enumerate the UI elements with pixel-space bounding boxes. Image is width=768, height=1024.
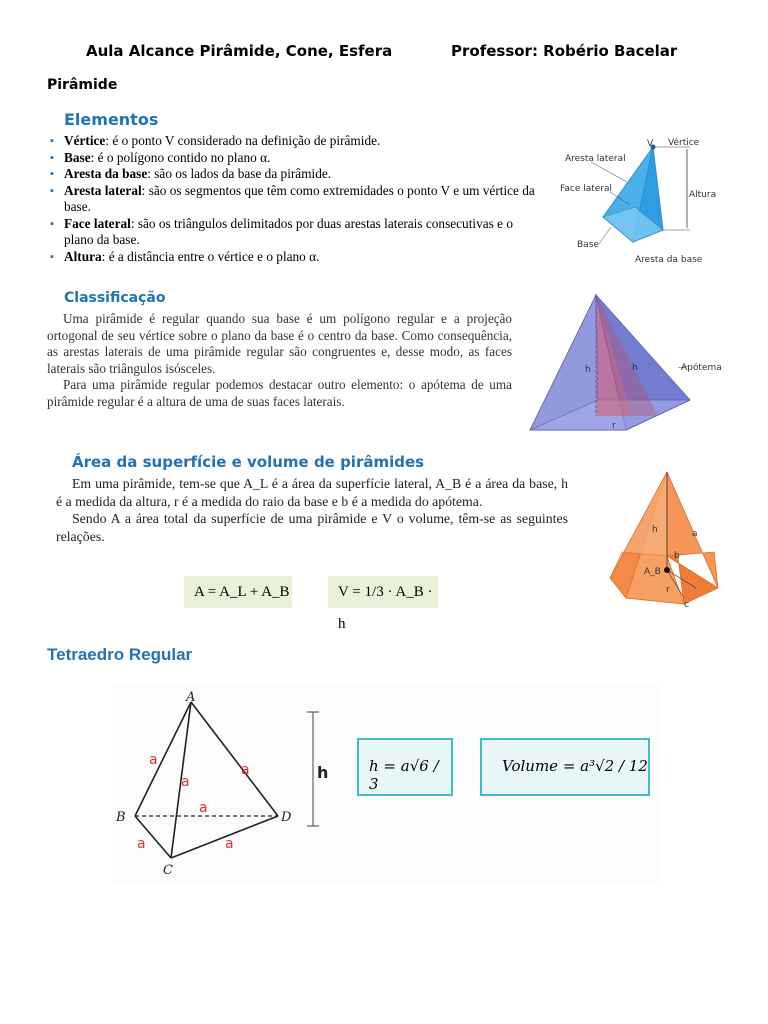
label-h: h — [585, 365, 591, 375]
area-heading: Área da superfície e volume de pirâmides — [72, 453, 425, 471]
label-aresta-base: Aresta da base — [635, 255, 703, 265]
elementos-heading: Elementos — [64, 110, 159, 129]
list-item: ▪ Aresta da base: são os lados da base da pirâmide. — [50, 166, 542, 183]
page-header — [0, 42, 768, 64]
edge-label: a — [225, 836, 234, 852]
pyramid-elements-figure — [555, 135, 725, 265]
label-r: r — [612, 421, 616, 431]
vertex-b: B — [116, 810, 126, 825]
list-item: ▪ Altura: é a distância entre o vértice e o plano α. — [50, 249, 542, 266]
tetraedro-heading: Tetraedro Regular — [47, 645, 193, 664]
formula-volume-box — [480, 738, 650, 796]
edge-label: a — [137, 836, 146, 852]
vertex-c: C — [163, 863, 173, 878]
label-altura: Altura — [689, 190, 717, 200]
vertex-a: A — [186, 690, 196, 705]
label-c: c — [684, 600, 689, 610]
edge-label: a — [199, 800, 208, 816]
classificacao-text — [47, 311, 512, 410]
classificacao-p1: Uma pirâmide é regular quando sua base é um polígono regular e a projeção ortogonal de seu vértice sobre o plano da base é o centro da base. Como consequência, as arestas laterais de uma pirâmide regular são congruentes e, desse modo, as faces laterais são triângulos isósceles. — [47, 311, 512, 376]
formula-volume: V = 1/3 · A_B · h — [328, 576, 438, 608]
label-apotema: Apótema — [681, 363, 722, 373]
section-title: Pirâmide — [47, 77, 118, 93]
classificacao-p2: Para uma pirâmide regular podemos destacar outro elemento: o apótema de uma pirâmide regular é a altura de uma de suas faces laterais. — [47, 377, 512, 409]
label-v: V — [647, 139, 654, 149]
list-item: ▪ Face lateral: são os triângulos delimitados por duas arestas laterais consecutivas e o plano da base. — [50, 216, 542, 249]
list-item: ▪ Aresta lateral: são os segmentos que têm como extremidades o ponto V e um vértice da base. — [50, 183, 542, 216]
area-text — [56, 475, 568, 545]
label-ab: A_B — [644, 567, 661, 577]
area-p2: Sendo A a área total da superfície de uma pirâmide e V o volume, têm-se as seguintes relações. — [56, 511, 568, 544]
label-h-orange: h — [652, 525, 658, 535]
formula-height-box — [357, 738, 453, 796]
label-a: a — [692, 529, 698, 539]
edge-label: a — [241, 762, 250, 778]
height-label: h — [317, 763, 329, 782]
label-base: Base — [577, 240, 599, 250]
tetrahedron-figure — [113, 690, 343, 885]
label-face-lateral: Face lateral — [560, 184, 613, 194]
edge-label: a — [149, 752, 158, 768]
label-vertice: Vértice — [668, 138, 700, 148]
formula-height: h = a√6 / 3 — [369, 757, 439, 793]
area-p1: Em uma pirâmide, tem-se que A_L é a área da superfície lateral, A_B é a área da base, h é a medida da altura, r é a medida do raio da base e b é a medida do apótema. — [56, 476, 568, 509]
elementos-list — [50, 133, 542, 265]
list-item: ▪ Base: é o polígono contido no plano α. — [50, 150, 542, 167]
classificacao-heading: Classificação — [64, 290, 166, 306]
hexagonal-pyramid-figure — [606, 470, 726, 610]
formula-tetra-volume: Volume = a³√2 / 12 — [502, 757, 648, 775]
formula-area: A = A_L + A_B — [184, 576, 292, 608]
list-item: ▪ Vértice: é o ponto V considerado na definição de pirâmide. — [50, 133, 542, 150]
regular-pyramid-figure — [528, 292, 728, 437]
label-r-orange: r — [666, 585, 670, 595]
lesson-title: Aula Alcance Pirâmide, Cone, Esfera — [86, 42, 393, 60]
vertex-d: D — [281, 810, 292, 825]
professor-name: Professor: Robério Bacelar — [451, 42, 678, 60]
label-b: b — [674, 551, 680, 561]
label-hp: h — [632, 363, 638, 373]
label-aresta-lateral: Aresta lateral — [565, 154, 626, 164]
edge-label: a — [181, 774, 190, 790]
